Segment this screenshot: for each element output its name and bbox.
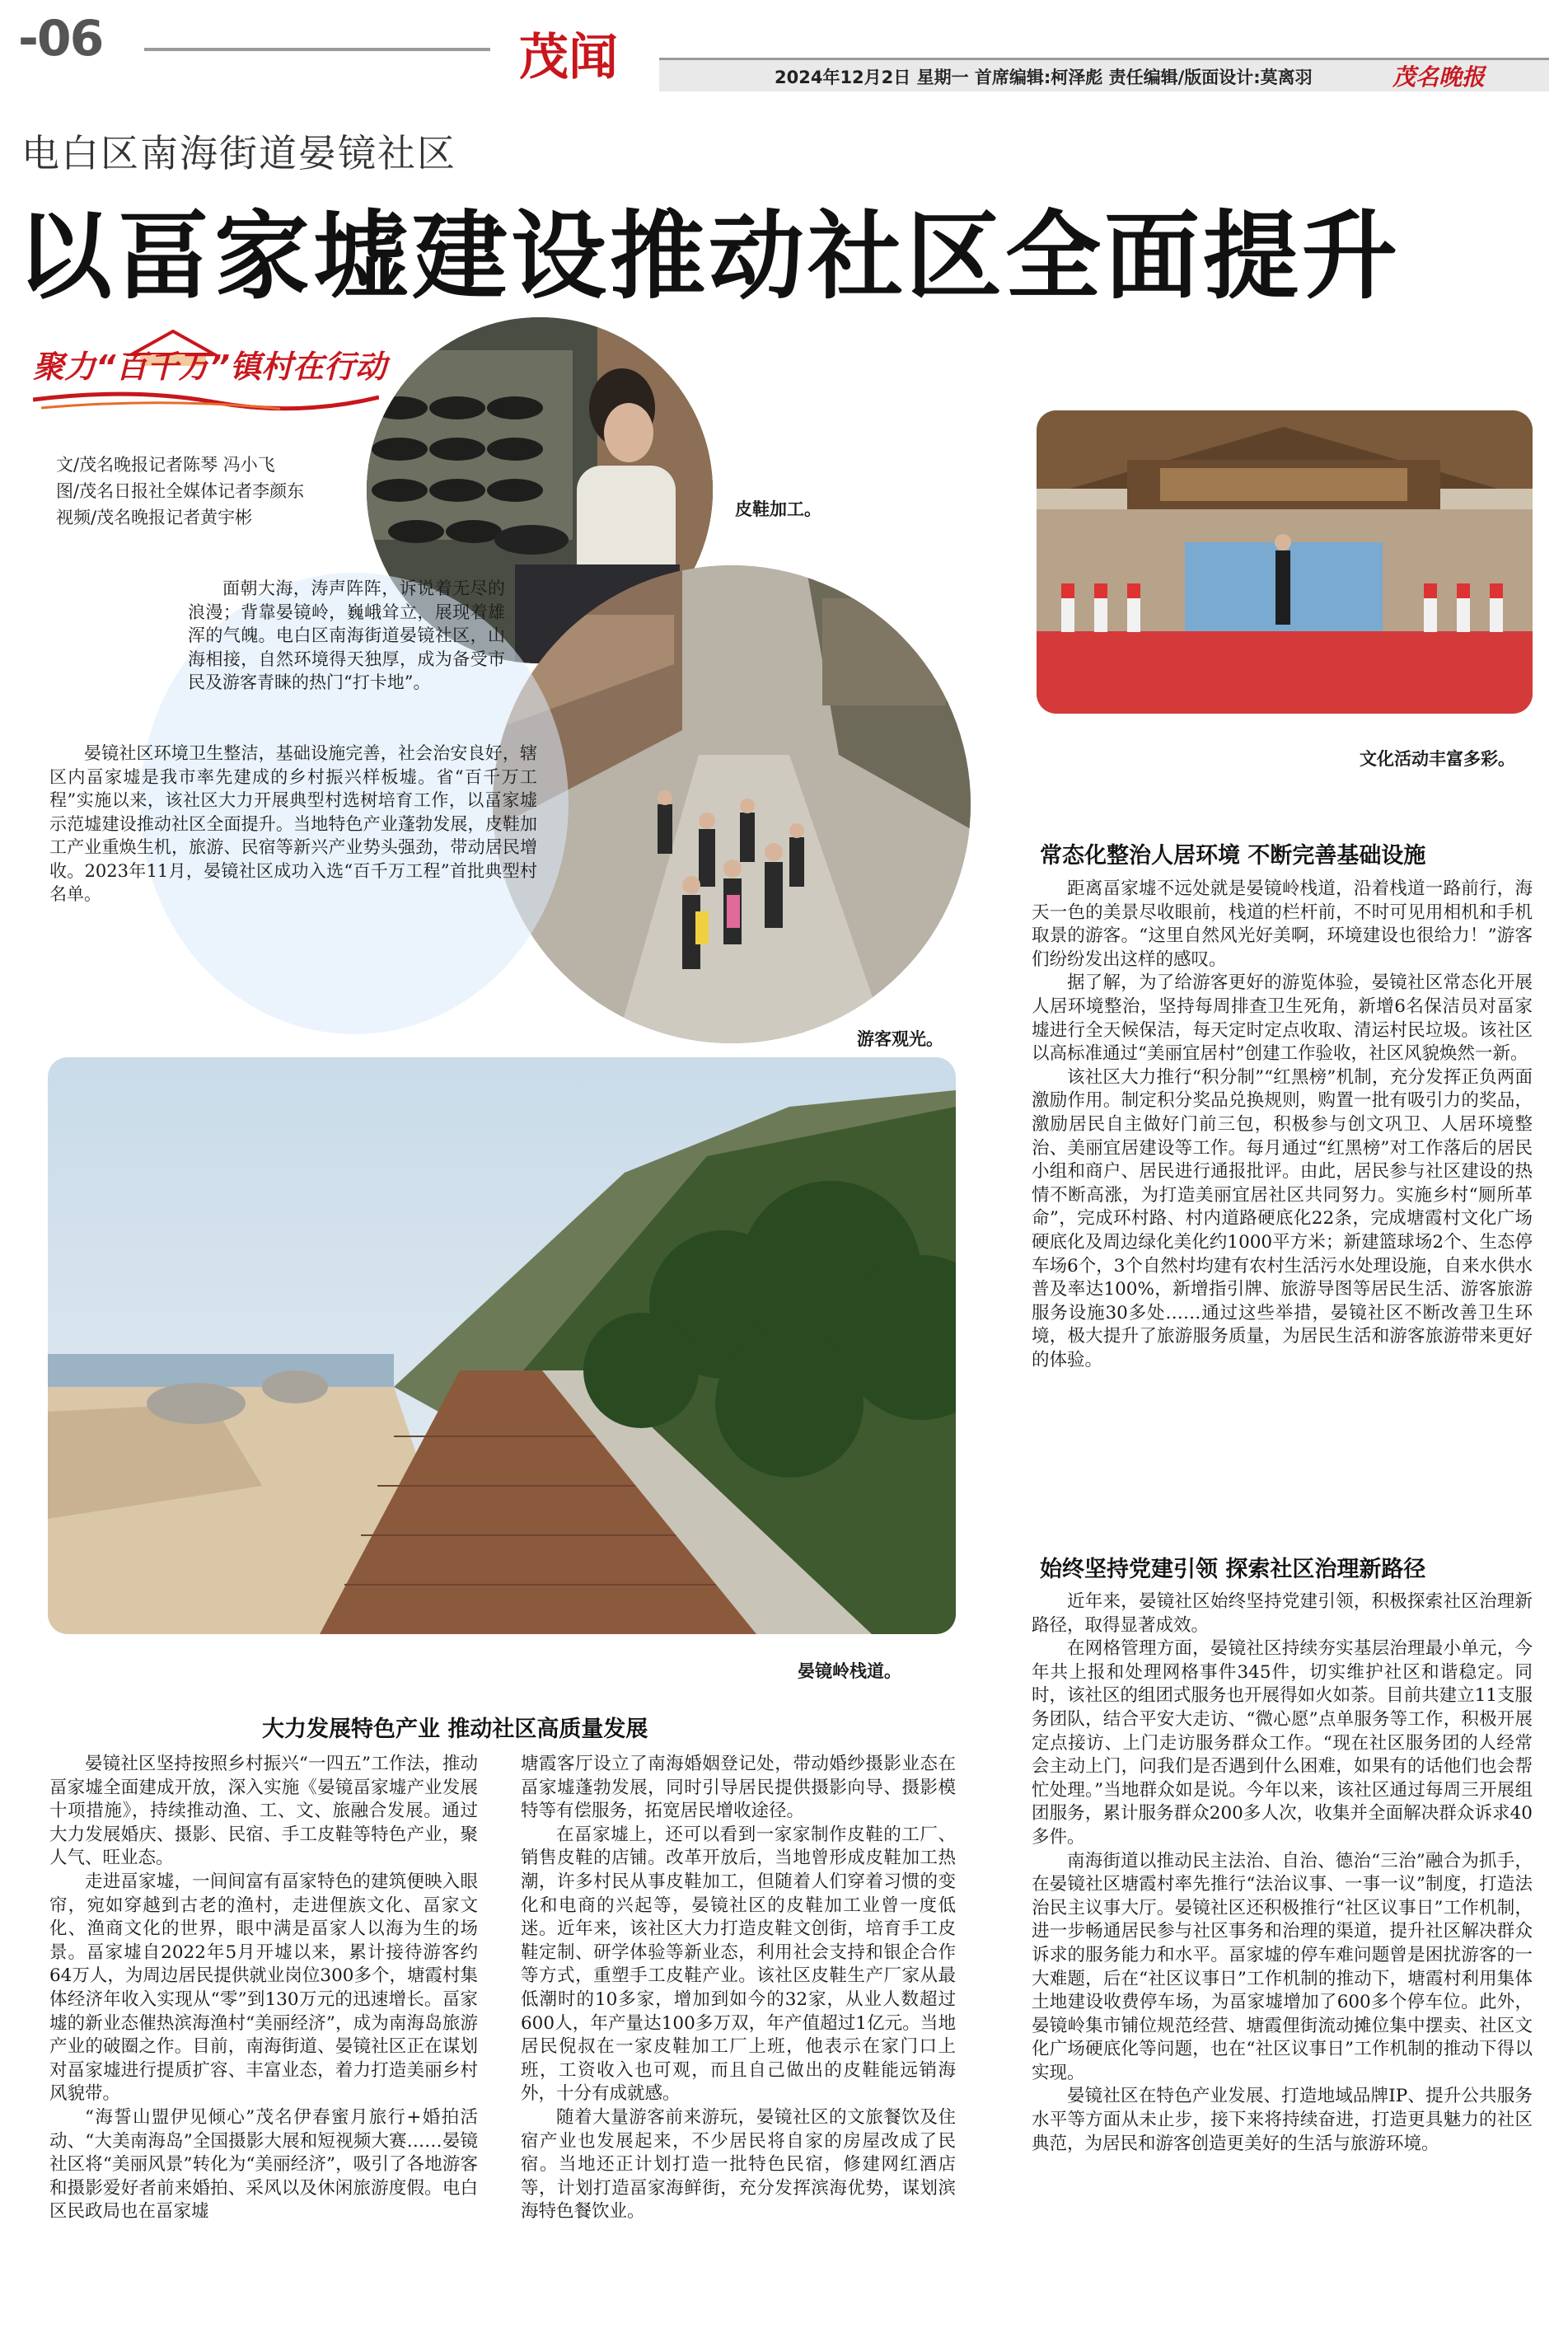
section3-paragraph: 塘霞客厅设立了南海婚姻登记处，带动婚纱摄影业态在畐家墟蓬勃发展，同时引导居民提供摄影向导、摄影模特等有偿服务，拓宽居民增收途径。: [521, 1754, 956, 1822]
page-header: [0, 0, 1568, 91]
photo-culture-stage: [1037, 410, 1533, 714]
credit-photo: 图/茂名日报社全媒体记者李颜东: [56, 481, 305, 501]
masthead-logo: 茂名晚报: [1392, 63, 1486, 91]
section1-body: [1032, 878, 1533, 1372]
section-label: 茂闻: [519, 29, 618, 87]
caption-shoes: 皮鞋加工。: [735, 499, 821, 519]
section2-title: 始终坚持党建引领 探索社区治理新路径: [1040, 1557, 1426, 1582]
section2-paragraph: 南海街道以推动民主法治、自治、德治“三治”融合为抓手，在晏镜社区塘霞村率先推行“法治议事、一事一议”制度，打造法治民主议事大厅。晏镜社区还积极推行“社区议事日”工作机制，进一步畅通居民参与社区事务和治理的渠道，提升社区解决群众诉求的服务能力和水平。畐家墟的停车难问题曾是困扰游客的一大难题，后在“社区议事日”工作机制的推动下，塘霞村利用集体土地建设收费停车场，为畐家墟增加了600多个停车位。此外，晏镜岭集市铺位规范经营、塘霞俚街流动摊位集中摆卖、社区文化广场硬底化等问题，也在“社区议事日”工作机制的推动下得以实现。: [1032, 1850, 1533, 2083]
header-rule-left: [144, 48, 490, 51]
campaign-banner: [33, 321, 386, 412]
page-number: -06: [18, 10, 103, 68]
section1-paragraph: 距离畐家墟不远处就是晏镜岭栈道，沿着栈道一路前行，海天一色的美景尽收眼前，栈道的栏杆前，不时可见用相机和手机取景的游客。“这里自然风光好美啊，环境建设也很给力！”游客们纷纷发出这样的感叹。: [1032, 878, 1533, 970]
credit-writer: 文/茂名晚报记者陈琴 冯小飞: [56, 455, 275, 475]
section3-paragraph: 走进畐家墟，一间间富有畐家特色的建筑便映入眼帘，宛如穿越到古老的渔村，走进俚族文化、畐家文化、渔商文化的世界，眼中满是畐家人以海为生的场景。畐家墟自2022年5月开墟以来，累计接待游客约64万人，为周边居民提供就业岗位300多个，塘霞村集体经济年收入实现从“零”到130万元的迅速增长。畐家墟的新业态催热滨海渔村“美丽经济”，成为南海岛旅游产业的破圈之作。目前，南海街道、晏镜社区正在谋划对畐家墟进行提质扩容、丰富业态，着力打造美丽乡村风貌带。: [49, 1871, 478, 2105]
section2-body: [1032, 1590, 1533, 2156]
section1-paragraph: 据了解，为了给游客更好的游览体验，晏镜社区常态化开展人居环境整治，坚持每周排查卫生死角，新增6名保洁员对畐家墟进行全天候保洁，每天定时定点收取、清运村民垃圾。该社区以高标准通过“美丽宜居村”创建工作验收，社区风貌焕然一新。: [1032, 972, 1533, 1065]
banner-text: 聚力“百千万”镇村在行动: [33, 349, 386, 385]
photo-boardwalk: [48, 1057, 956, 1634]
lead-text: [188, 577, 505, 695]
lead-paragraph: 晏镜社区环境卫生整洁，基础设施完善，社会治安良好，辖区内畐家墟是我市率先建成的乡村振兴样板墟。省“百千万工程”实施以来，该社区大力开展典型村选树培育工作，以畐家墟示范墟建设推动社区全面提升。当地特色产业蓬勃发展，皮鞋加工产业重焕生机，旅游、民宿等新兴产业势头强劲，带动居民增收。2023年11月，晏镜社区成功入选“百千万工程”首批典型村名单。: [49, 743, 537, 904]
section3-col2: [521, 1753, 956, 2224]
section3-paragraph: 在畐家墟上，还可以看到一家家制作皮鞋的工厂、销售皮鞋的店铺。改革开放后，当地曾形成皮鞋加工热潮，许多村民从事皮鞋加工，但随着人们穿着习惯的变化和电商的兴起等，晏镜社区的皮鞋加工业曾一度低迷。近年来，该社区大力打造皮鞋文创街，培育手工皮鞋定制、研学体验等新业态，利用社会支持和银企合作等方式，重塑手工皮鞋产业。该社区皮鞋生产厂家从最低潮时的10多家，增加到如今的32家，从业人数超过600人，年产量达100多万双，年产值超过1亿元。当地居民倪叔在一家皮鞋加工厂上班，他表示在家门口上班，工资收入也可观，而且自己做出的皮鞋能远销海外，十分有成就感。: [521, 1824, 956, 2105]
section2-paragraph: 在网格管理方面，晏镜社区持续夯实基层治理最小单元，今年共上报和处理网格事件345件，切实维护社区和谐稳定。同时，该社区的组团式服务也开展得如火如荼。目前共建立11支服务团队，结合平安大走访、“微心愿”点单服务等工作，积极开展定点接访、上门走访服务群众工作。“现在社区服务团的人经常会主动上门，问我们是否遇到什么困难，如果有的话他们也会帮忙处理。”当地群众如是说。今年以来，该社区通过每周三开展组团服务，累计服务群众200多人次，收集并全面解决群众诉求40多件。: [1032, 1638, 1533, 1848]
headline: 以畐家墟建设推动社区全面提升: [16, 201, 1401, 312]
caption-culture: 文化活动丰富多彩。: [1360, 749, 1515, 769]
section1-paragraph: 该社区大力推行“积分制”“红黑榜”机制，充分发挥正负两面激励作用。制定积分奖品兑换规则，购置一批有吸引力的奖品，激励居民自主做好门前三包，积极参与创文巩卫、人居环境整治、美丽宜居建设等工作。每月通过“红黑榜”对工作落后的居民小组和商户、居民进行通报批评。由此，居民参与社区建设的热情不断高涨，为打造美丽宜居社区共同努力。实施乡村“厕所革命”，完成环村路、村内道路硬底化22条，完成塘霞村文化广场硬底化及周边绿化美化约1000平方米；新建篮球场2个、生态停车场6个，3个自然村均建有农村生活污水处理设施，自来水供水普及率达100%，新增指引牌、旅游导图等居民生活、游客旅游服务设施30多处……通过这些举措，晏镜社区不断改善卫生环境，极大提升了旅游服务质量，为居民生活和游客旅游带来更好的体验。: [1032, 1066, 1533, 1370]
credits: [56, 452, 304, 531]
section2-paragraph: 晏镜社区在特色产业发展、打造地域品牌IP、提升公共服务水平等方面从未止步，接下来将持续奋进，打造更具魅力的社区典范，为居民和游客创造更美好的生活与旅游环境。: [1032, 2086, 1533, 2154]
section2-paragraph: 近年来，晏镜社区始终坚持党建引领，积极探索社区治理新路径，取得显著成效。: [1032, 1591, 1533, 1636]
dateline: 2024年12月2日 星期一 首席编辑:柯泽彪 责任编辑/版面设计:莫离羽: [775, 68, 1313, 87]
lead-text-2: [49, 742, 537, 906]
credit-video: 视频/茂名晚报记者黄宇彬: [56, 508, 253, 527]
section3-paragraph: 晏镜社区坚持按照乡村振兴“一四五”工作法，推动畐家墟全面建成开放，深入实施《晏镜畐家墟产业发展十项措施》，持续推动渔、工、文、旅融合发展。通过大力发展婚庆、摄影、民宿、手工皮鞋等特色产业，聚人气、旺业态。: [49, 1754, 478, 1869]
section3-col1: [49, 1753, 478, 2224]
caption-boardwalk: 晏镜岭栈道。: [798, 1661, 901, 1681]
lead-paragraph: 面朝大海，涛声阵阵，诉说着无尽的浪漫；背靠晏镜岭，巍峨耸立，展现着雄浑的气魄。电白区南海街道晏镜社区，山海相接，自然环境得天独厚，成为备受市民及游客青睐的热门“打卡地”。: [188, 578, 505, 692]
section1-title: 常态化整治人居环境 不断完善基础设施: [1040, 843, 1426, 869]
section3-paragraph: 随着大量游客前来游玩，晏镜社区的文旅餐饮及住宿产业也发展起来，不少居民将自家的房屋改成了民宿。当地还正计划打造一批特色民宿，修建网红酒店等，计划打造畐家海鲜街，充分发挥滨海优势，谋划滨海特色餐饮业。: [521, 2106, 956, 2223]
section3-paragraph: “海誓山盟伊见倾心”茂名伊春蜜月旅行+婚拍活动、“大美南海岛”全国摄影大展和短视频大赛……晏镜社区将“美丽风景”转化为“美丽经济”，吸引了各地游客和摄影爱好者前来婚拍、采风以及休闲旅游度假。电白区民政局也在畐家墟: [49, 2106, 478, 2223]
section3-title: 大力发展特色产业 推动社区高质量发展: [262, 1717, 648, 1742]
caption-tourists: 游客观光。: [857, 1029, 943, 1049]
kicker: 电白区南海街道晏镜社区: [21, 131, 456, 176]
